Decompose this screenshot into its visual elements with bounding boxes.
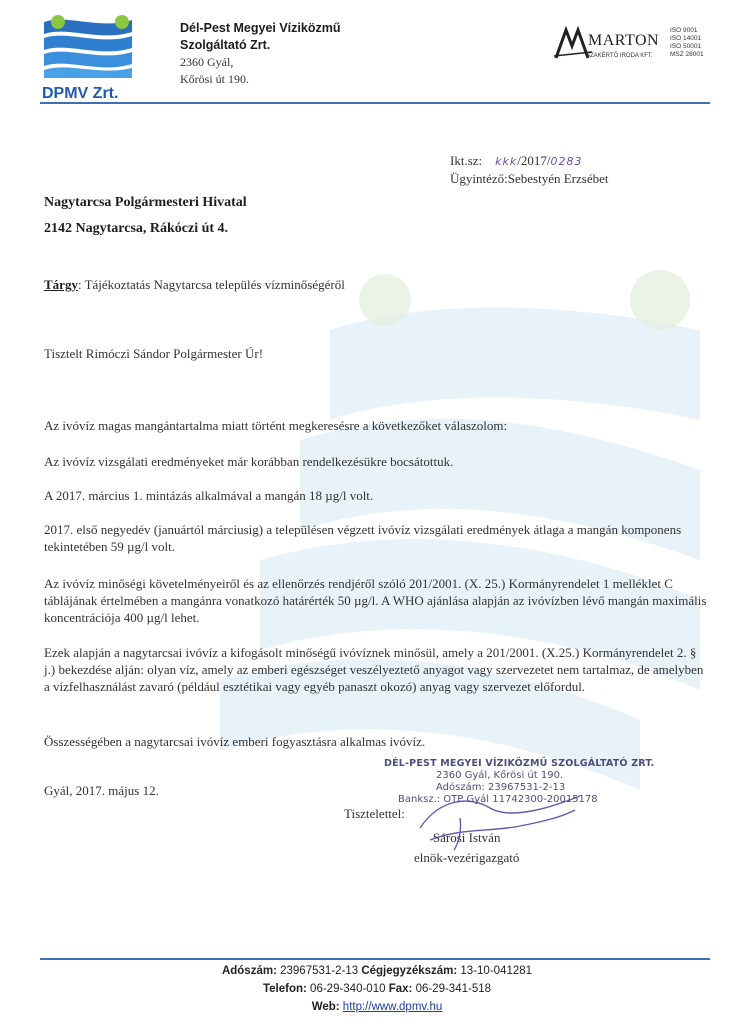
iso-list <box>670 27 704 59</box>
stamp-bank: Banksz.: OTP Gyál 11742300-20015178 <box>398 794 598 805</box>
marton-cert-logo <box>552 26 712 66</box>
stamp-title: DÉL-PEST MEGYEI VÍZIKÖZMŰ SZOLGÁLTATÓ ZRT. <box>384 758 655 769</box>
regards: Tisztelettel: <box>344 806 405 821</box>
body-paragraph: Az ivóvíz minőségi követelményeiről és az ellenőrzés rendjéről szóló 201/2001. (X. 25.) Kormányrendelet 1 melléklet C táblájának értelmében a mangánra vonatkozó határérték 50 µg/l. A WHO ajánlása alapján az ivóvízben lévő mangán maximális koncentrációja 400 µg/l lehet. <box>44 576 707 625</box>
company-name-line2: Szolgáltató Zrt. <box>180 38 271 52</box>
iktsz-label: Ikt.sz: <box>450 153 483 168</box>
body-paragraph: A 2017. március 1. mintázás alkalmával a mangán 18 µg/l volt. <box>44 488 374 503</box>
recipient-block <box>44 190 247 242</box>
recipient-name: Nagytarcsa Polgármesteri Hivatal <box>44 195 247 210</box>
iso-line: MSZ 28001 <box>670 51 704 58</box>
iso-line: ISO 14001 <box>670 35 702 42</box>
footer-web-link[interactable]: http://www.dpmv.hu <box>342 1001 443 1013</box>
ugyintezo-line: Ügyintéző:Sebestyén Erzsébet <box>450 171 609 186</box>
footer-company-reg-value: 13-10-041281 <box>460 965 533 977</box>
iso-line: ISO 9001 <box>670 27 698 34</box>
footer-tax-value: 23967531-2-13 <box>280 965 359 977</box>
dpmv-logo <box>38 12 138 102</box>
iso-line: ISO 50001 <box>670 43 702 50</box>
footer-web-label: Web: <box>311 1001 340 1013</box>
footer-fax-label: Fax: <box>388 983 413 995</box>
company-address-line1: 2360 Gyál, <box>180 55 234 69</box>
footer-line3 <box>0 998 754 1016</box>
iktsz-handwritten-prefix: kkk <box>495 155 518 168</box>
subject-label: Tárgy <box>44 277 78 292</box>
body-paragraph: Az ivóvíz magas mangántartalma miatt történt megkeresésre a következőket válaszolom: <box>44 418 508 433</box>
marton-sub: SZAKÉRTŐ IRODA KFT. <box>586 53 653 59</box>
company-block <box>180 20 340 88</box>
body-paragraph: 2017. első negyedév (januártól márciusig) a településen végzett ivóvíz vizsgálati eredmények átlaga a mangán komponens tekintetében 59 µg/l volt. <box>44 522 682 554</box>
footer-divider <box>40 958 710 960</box>
recipient-address: 2142 Nagytarcsa, Rákóczi út 4. <box>44 221 229 236</box>
dpmv-wave-icon <box>38 12 138 78</box>
marton-brand: MARTON <box>588 32 660 49</box>
iktsz-line <box>450 152 608 170</box>
reference-block <box>450 152 608 187</box>
salutation: Tisztelt Rimóczi Sándor Polgármester Úr! <box>44 346 264 361</box>
footer-phone-value: 06-29-340-010 <box>310 983 386 995</box>
signer-title: elnök-vezérigazgató <box>414 850 520 865</box>
place-date: Gyál, 2017. május 12. <box>44 783 159 798</box>
company-name-line1: Dél-Pest Megyei Víziközmű <box>180 21 341 35</box>
body-paragraph: Az ivóvíz vizsgálati eredményeket már korábban rendelkezésükre bocsátottuk. <box>44 454 454 469</box>
subject-text: : Tájékoztatás Nagytarcsa település vízminőségéről <box>77 277 345 292</box>
footer-company-reg-label: Cégjegyzékszám: <box>361 965 458 977</box>
body-paragraph: Összességében a nagytarcsai ivóvíz emberi fogyasztásra alkalmas ivóvíz. <box>44 734 426 749</box>
stamp-address: 2360 Gyál, Kőrösi út 190. <box>436 770 564 781</box>
signature-icon <box>400 788 590 858</box>
stamp-tax: Adószám: 23967531-2-13 <box>436 782 566 793</box>
footer-line2 <box>0 980 754 998</box>
logo-text: DPMV Zrt. <box>42 85 119 102</box>
subject-line <box>44 277 345 293</box>
footer <box>0 962 754 1016</box>
footer-tax-label: Adószám: <box>221 965 277 977</box>
footer-phone-label: Telefon: <box>262 983 307 995</box>
footer-line1 <box>0 962 754 980</box>
company-address-line2: Kőrösi út 190. <box>180 72 249 86</box>
signer-name: Sárosi István <box>432 830 501 845</box>
body-paragraph: Ezek alapján a nagytarcsai ivóvíz a kifogásolt minőségű ivóvíznek minősül, amely a 201/2001. (X.25.) Kormányrendelet 2. § j.) bekezdése alján: olyan víz, amely az emberi egészséget veszélyeztető anyagot vagy szervezetet nem tartalmaz, de amelyben a vízfelhasználást zavaró (például esztétikai vagy egyéb panaszt okozó) anyag vagy szervezet előfordul. <box>44 645 704 694</box>
footer-fax-value: 06-29-341-518 <box>415 983 492 995</box>
iktsz-year: /2017/ <box>517 153 551 168</box>
header-divider <box>40 102 710 104</box>
iktsz-handwritten-number: 0283 <box>550 155 583 168</box>
